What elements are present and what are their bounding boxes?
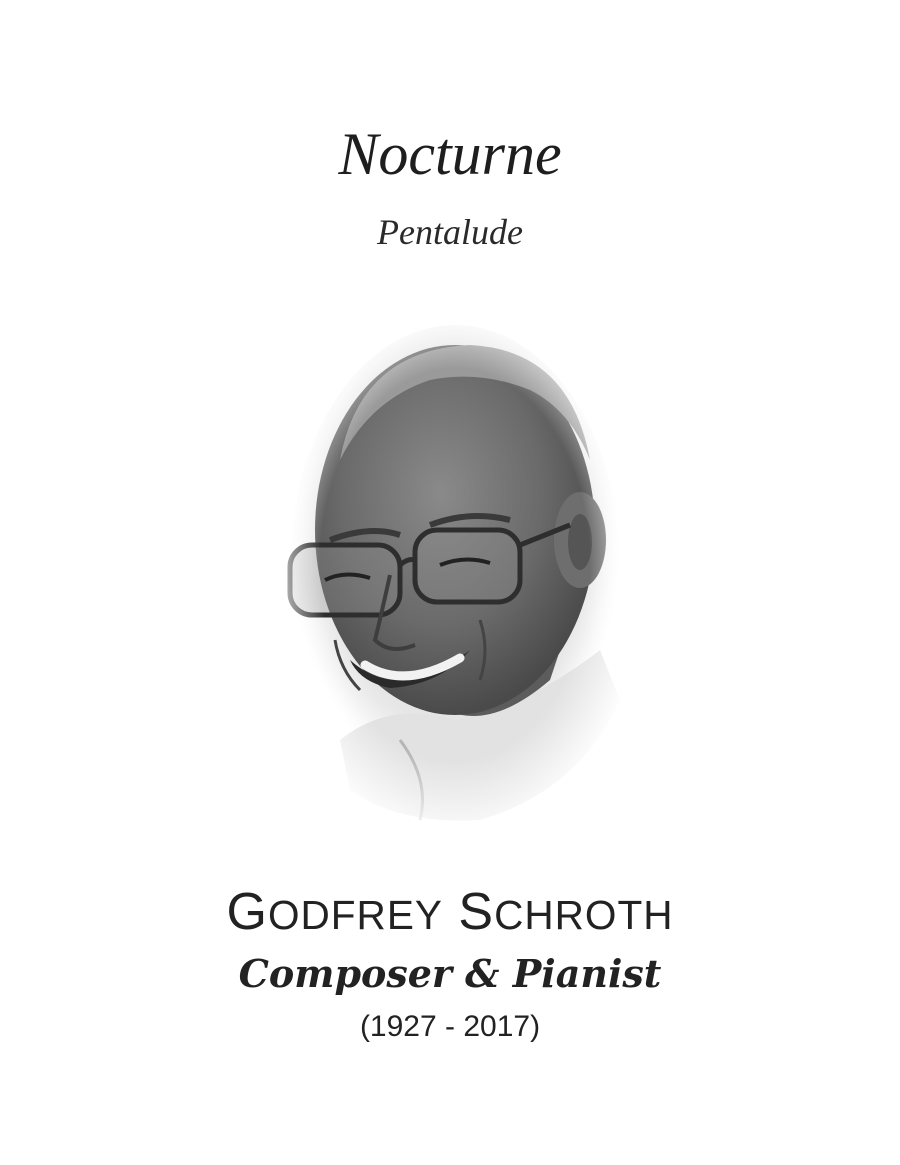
- composer-portrait: [280, 320, 630, 830]
- piece-title: Nocturne: [338, 121, 562, 187]
- name-last-rest: CHROTH: [494, 892, 674, 938]
- piece-subtitle: Pentalude: [377, 212, 523, 252]
- name-last-initial: S: [458, 883, 495, 941]
- composer-dates: (1927 - 2017): [359, 1010, 541, 1043]
- composer-role: Composer & Pianist: [238, 951, 662, 996]
- name-first-rest: ODFREY: [267, 892, 443, 938]
- composer-name: [0, 880, 900, 947]
- name-first-initial: G: [226, 883, 268, 941]
